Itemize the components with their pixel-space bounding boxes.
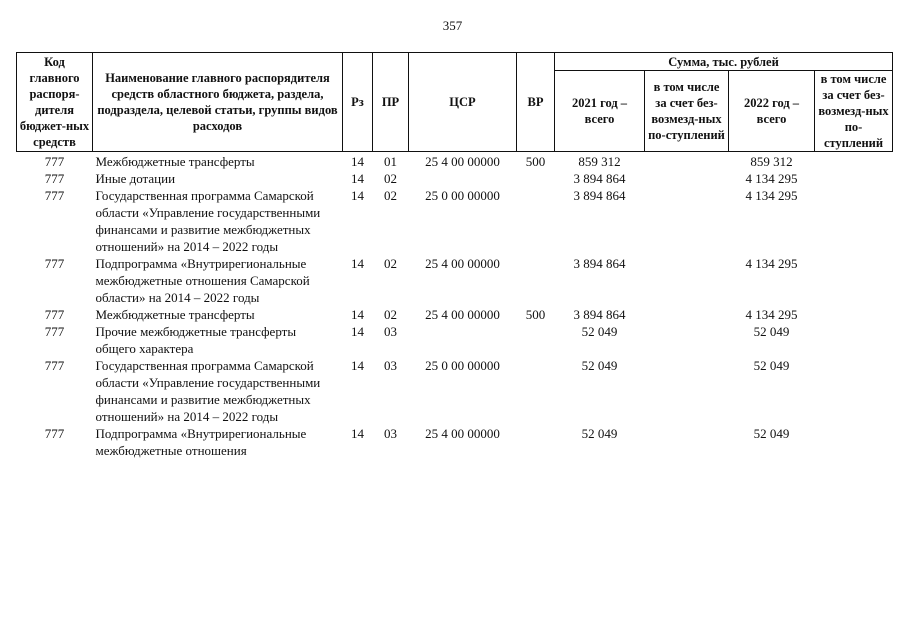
cell-name: Прочие межбюджетные трансферты общего характера	[95, 324, 297, 356]
cell-rz: 14	[351, 256, 364, 271]
cell-rz: 14	[351, 188, 364, 203]
cell-code: 777	[44, 307, 65, 322]
cell-2022-gratuitous	[815, 357, 893, 425]
cell-vr: 500	[525, 307, 546, 322]
cell-name: Государственная программа Самарской области «Управление государственными финансами и развитие межбюджетных отношений» на 2014 – 2022 годы	[95, 188, 321, 254]
cell-vr	[517, 170, 555, 187]
cell-2022-gratuitous	[815, 255, 893, 306]
header-csr: ЦСР	[409, 53, 517, 152]
cell-2022-total: 859 312	[750, 154, 793, 169]
cell-2021-gratuitous	[645, 152, 729, 171]
cell-2022-total: 52 049	[753, 426, 790, 441]
cell-csr: 25 4 00 00000	[425, 256, 500, 271]
header-2022-gratuitous: в том числе за счет без-возмезд-ных по-ступлений	[815, 71, 893, 152]
cell-pr: 03	[384, 426, 397, 441]
cell-rz: 14	[351, 171, 364, 186]
cell-pr: 02	[384, 307, 397, 322]
cell-pr: 01	[384, 154, 397, 169]
cell-2022-gratuitous	[815, 187, 893, 255]
cell-code: 777	[44, 358, 65, 373]
header-2022-total: 2022 год – всего	[729, 71, 815, 152]
cell-csr: 25 4 00 00000	[425, 307, 500, 322]
cell-2021-total: 3 894 864	[573, 188, 626, 203]
cell-pr: 03	[384, 358, 397, 373]
cell-csr	[409, 170, 517, 187]
cell-name: Межбюджетные трансферты	[95, 154, 255, 169]
cell-2021-gratuitous	[645, 357, 729, 425]
cell-name: Межбюджетные трансферты	[95, 307, 255, 322]
header-2021-gratuitous: в том числе за счет без-возмезд-ных по-ступлений	[645, 71, 729, 152]
cell-pr: 02	[384, 171, 397, 186]
cell-2021-total: 3 894 864	[573, 307, 626, 322]
cell-2022-gratuitous	[815, 323, 893, 357]
cell-2021-gratuitous	[645, 323, 729, 357]
cell-2022-total: 4 134 295	[745, 307, 798, 322]
cell-2021-gratuitous	[645, 306, 729, 323]
table-row	[17, 357, 893, 425]
page-number: 357	[442, 18, 463, 33]
cell-vr: 500	[525, 154, 546, 169]
cell-code: 777	[44, 426, 65, 441]
table-row	[17, 306, 893, 323]
cell-csr: 25 4 00 00000	[425, 154, 500, 169]
table-row	[17, 425, 893, 459]
cell-2021-gratuitous	[645, 255, 729, 306]
cell-rz: 14	[351, 358, 364, 373]
cell-pr: 02	[384, 188, 397, 203]
cell-code: 777	[44, 188, 65, 203]
cell-2022-total: 4 134 295	[745, 171, 798, 186]
header-pr: ПР	[373, 53, 409, 152]
header-vr: ВР	[517, 53, 555, 152]
cell-2022-gratuitous	[815, 425, 893, 459]
cell-pr: 03	[384, 324, 397, 339]
table-row	[17, 255, 893, 306]
cell-name: Подпрограмма «Внутрирегиональные межбюджетные отношения	[95, 426, 307, 458]
cell-2021-total: 52 049	[581, 324, 618, 339]
cell-pr: 02	[384, 256, 397, 271]
cell-vr	[517, 255, 555, 306]
cell-2021-gratuitous	[645, 170, 729, 187]
cell-2022-gratuitous	[815, 306, 893, 323]
header-2021-total: 2021 год – всего	[555, 71, 645, 152]
cell-code: 777	[44, 154, 65, 169]
cell-name: Иные дотации	[95, 171, 176, 186]
cell-2022-gratuitous	[815, 170, 893, 187]
cell-2022-total: 4 134 295	[745, 256, 798, 271]
cell-rz: 14	[351, 307, 364, 322]
cell-2021-total: 3 894 864	[573, 256, 626, 271]
cell-rz: 14	[351, 324, 364, 339]
cell-csr: 25 4 00 00000	[425, 426, 500, 441]
cell-vr	[517, 357, 555, 425]
cell-name: Подпрограмма «Внутрирегиональные межбюджетные отношения Самарской области» на 2014 – 2022 годы	[95, 256, 310, 305]
header-name: Наименование главного распорядителя средств областного бюджета, раздела, подраздела, целевой статьи, группы видов расходов	[93, 53, 343, 152]
cell-2021-total: 52 049	[581, 426, 618, 441]
table-body	[17, 152, 893, 460]
cell-2021-total: 859 312	[578, 154, 621, 169]
cell-2022-total: 52 049	[753, 324, 790, 339]
table-row	[17, 152, 893, 171]
header-sum: Сумма, тыс. рублей	[555, 53, 893, 71]
cell-vr	[517, 187, 555, 255]
cell-csr: 25 0 00 00000	[425, 358, 500, 373]
budget-table	[16, 52, 893, 459]
table-header	[17, 53, 893, 152]
cell-2022-total: 52 049	[753, 358, 790, 373]
cell-code: 777	[44, 256, 65, 271]
cell-2021-total: 3 894 864	[573, 171, 626, 186]
cell-csr	[409, 323, 517, 357]
cell-code: 777	[44, 324, 65, 339]
cell-2021-total: 52 049	[581, 358, 618, 373]
table-row	[17, 323, 893, 357]
table-row	[17, 170, 893, 187]
cell-2021-gratuitous	[645, 425, 729, 459]
table-row	[17, 187, 893, 255]
cell-code: 777	[44, 171, 65, 186]
cell-rz: 14	[351, 426, 364, 441]
cell-2022-total: 4 134 295	[745, 188, 798, 203]
cell-2021-gratuitous	[645, 187, 729, 255]
cell-vr	[517, 323, 555, 357]
header-code: Код главного распоря-дителя бюджет-ных средств	[17, 53, 93, 152]
header-rz: Рз	[343, 53, 373, 152]
cell-vr	[517, 425, 555, 459]
cell-rz: 14	[351, 154, 364, 169]
cell-name: Государственная программа Самарской области «Управление государственными финансами и развитие межбюджетных отношений» на 2014 – 2022 годы	[95, 358, 321, 424]
cell-csr: 25 0 00 00000	[425, 188, 500, 203]
cell-2022-gratuitous	[815, 152, 893, 171]
